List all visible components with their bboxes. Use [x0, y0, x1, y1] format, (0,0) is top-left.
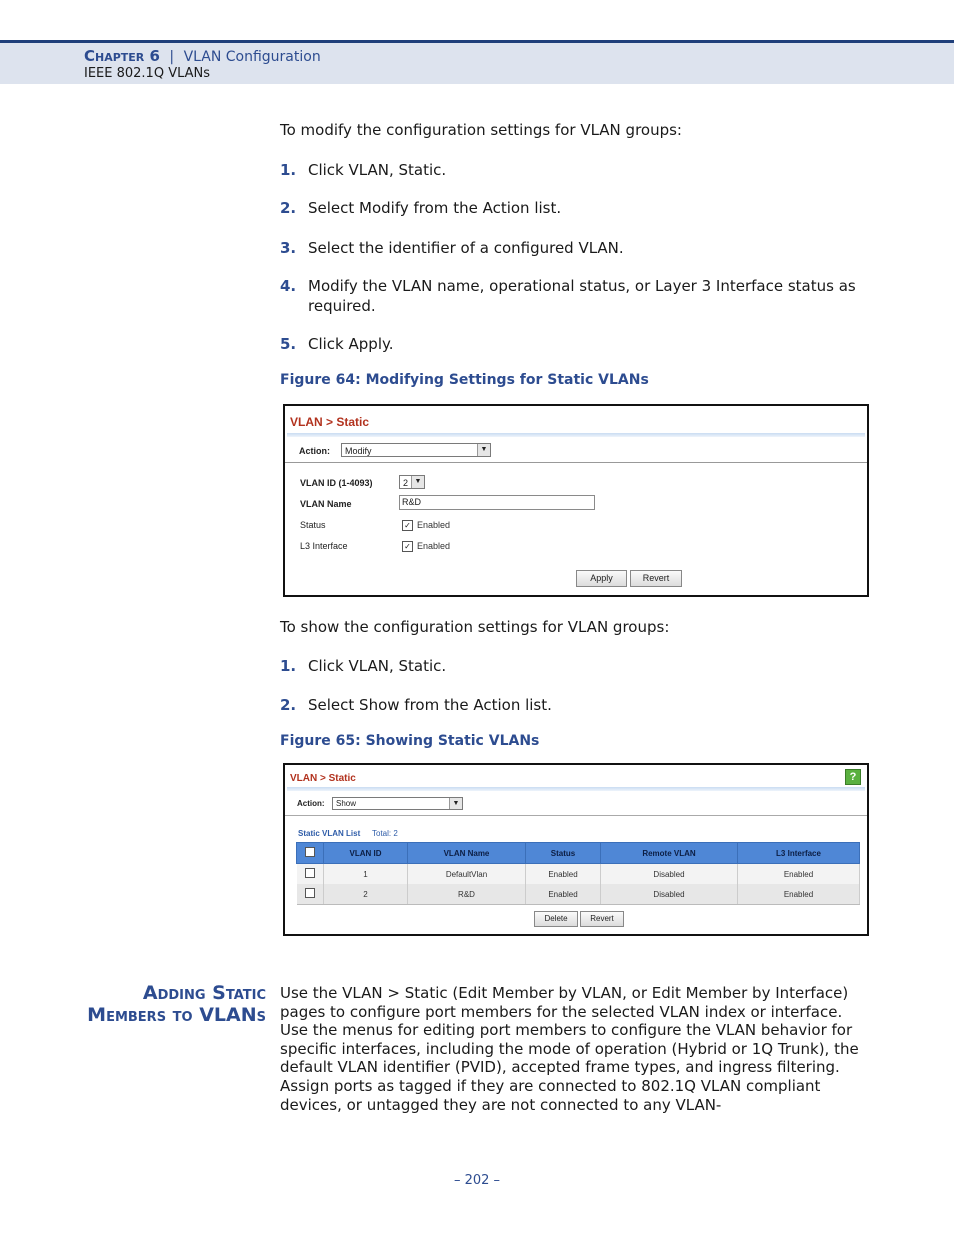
title-divider — [287, 433, 865, 437]
step-number: 2. — [280, 696, 297, 714]
revert-button[interactable]: Revert — [580, 911, 624, 927]
action-label: Action: — [299, 446, 330, 456]
chapter-title: VLAN Configuration — [183, 49, 321, 65]
vlan-name-cell: DefaultVlan — [408, 864, 526, 885]
step-text: Select Modify from the Action list. — [308, 199, 562, 217]
row-checkbox[interactable] — [305, 888, 315, 898]
section-heading — [87, 982, 266, 1026]
title-divider — [287, 787, 865, 791]
vlan-id-cell: 1 — [324, 864, 408, 885]
chapter-line — [84, 47, 321, 65]
figure-64-caption: Figure 64: Modifying Settings for Static VLANs — [280, 372, 649, 388]
remote-vlan-cell: Disabled — [601, 864, 738, 885]
static-vlan-table — [296, 842, 860, 905]
l3-interface-label: L3 Interface — [300, 541, 348, 551]
row-checkbox[interactable] — [305, 868, 315, 878]
step-text: Click VLAN, Static. — [308, 657, 447, 675]
vlan-name-input[interactable]: R&D — [399, 495, 595, 510]
chevron-down-icon: ▼ — [477, 444, 490, 456]
step-number: 1. — [280, 657, 297, 675]
modify-step-2 — [280, 198, 870, 218]
status-cell: Enabled — [526, 884, 601, 905]
modify-step-5 — [280, 334, 870, 354]
action-select-value: Show — [336, 799, 357, 808]
column-header-remote-vlan: Remote VLAN — [601, 843, 738, 864]
chevron-down-icon: ▼ — [411, 476, 424, 488]
show-step-2 — [280, 695, 870, 715]
chapter-label: Chapter 6 — [84, 47, 160, 65]
column-header-status: Status — [526, 843, 601, 864]
column-header-l3-interface: L3 Interface — [738, 843, 860, 864]
modify-step-1 — [280, 160, 870, 180]
remote-vlan-cell: Disabled — [601, 884, 738, 905]
modify-step-4 — [280, 276, 870, 316]
action-select[interactable] — [332, 797, 463, 810]
section-heading-line-1: Adding Static — [142, 982, 266, 1004]
show-vlan-screenshot — [283, 763, 869, 936]
vlan-name-cell: R&D — [408, 884, 526, 905]
table-row — [297, 884, 860, 905]
status-cell: Enabled — [526, 864, 601, 885]
select-all-checkbox[interactable] — [305, 847, 315, 857]
page-number: – 202 – — [453, 1173, 501, 1188]
l3-interface-checkbox-label: Enabled — [417, 541, 451, 551]
modify-step-3 — [280, 238, 870, 258]
step-text: Modify the VLAN name, operational status, or Layer 3 Interface status as required. — [308, 277, 856, 315]
table-row — [297, 864, 860, 885]
vlan-id-label: VLAN ID (1-4093) — [300, 478, 373, 488]
section-subtitle: IEEE 802.1Q VLANs — [84, 66, 211, 81]
step-number: 1. — [280, 161, 297, 179]
row-select-cell — [297, 864, 324, 885]
vlan-name-label: VLAN Name — [300, 499, 352, 509]
delete-button[interactable]: Delete — [534, 911, 578, 927]
figure-65-caption: Figure 65: Showing Static VLANs — [280, 733, 540, 749]
form-divider — [285, 815, 867, 816]
action-select-value: Modify — [345, 446, 372, 456]
l3-interface-cell: Enabled — [738, 884, 860, 905]
column-header-vlan-name: VLAN Name — [408, 843, 526, 864]
show-intro: To show the configuration settings for VLAN groups: — [280, 618, 670, 636]
revert-button[interactable]: Revert — [630, 570, 682, 587]
l3-interface-checkbox[interactable]: ✓ — [402, 541, 413, 552]
status-checkbox-label: Enabled — [417, 520, 451, 530]
vlan-id-cell: 2 — [324, 884, 408, 905]
step-number: 5. — [280, 335, 297, 353]
vlan-id-select[interactable] — [399, 475, 425, 489]
step-number: 2. — [280, 199, 297, 217]
show-step-1 — [280, 656, 870, 676]
step-text: Select Show from the Action list. — [308, 696, 552, 714]
running-header — [0, 40, 954, 84]
modify-intro: To modify the configuration settings for VLAN groups: — [280, 121, 682, 139]
step-number: 3. — [280, 239, 297, 257]
column-header-vlan-id: VLAN ID — [324, 843, 408, 864]
l3-interface-cell: Enabled — [738, 864, 860, 885]
chevron-down-icon: ▼ — [449, 798, 462, 809]
help-icon[interactable] — [845, 769, 861, 785]
static-vlan-list-total: Total: 2 — [372, 829, 398, 838]
breadcrumb: VLAN > Static — [290, 773, 356, 784]
step-text: Select the identifier of a configured VLAN. — [308, 239, 624, 257]
section-body: Use the VLAN > Static (Edit Member by VLAN, or Edit Member by Interface) pages to configure port members for the selected VLAN index or interface. Use the menus for editing port members to configure the VLAN behavior for specific interfaces, including the mode of operation (Hybrid or 1Q Trunk), the default VLAN identifier (PVID), accepted frame types, and ingress filtering. Assign ports as tagged if they are connected to 802.1Q VLAN compliant devices, or untagged they are not connected to any VLAN- — [280, 984, 859, 1114]
select-all-cell — [297, 843, 324, 864]
status-checkbox[interactable]: ✓ — [402, 520, 413, 531]
form-divider — [285, 462, 867, 463]
breadcrumb: VLAN > Static — [290, 415, 370, 429]
help-glyph: ? — [849, 771, 857, 783]
table-header-row — [297, 843, 860, 864]
apply-button[interactable]: Apply — [576, 570, 627, 587]
static-vlan-list-title: Static VLAN List — [298, 829, 361, 838]
header-separator: | — [169, 49, 175, 65]
row-select-cell — [297, 884, 324, 905]
action-label: Action: — [297, 799, 325, 808]
action-select[interactable] — [341, 443, 491, 457]
step-text: Click VLAN, Static. — [308, 161, 447, 179]
section-heading-line-2: Members to VLANs — [87, 1004, 266, 1026]
vlan-id-value: 2 — [403, 478, 409, 488]
step-text: Click Apply. — [308, 335, 394, 353]
status-label: Status — [300, 520, 326, 530]
modify-vlan-screenshot — [283, 404, 869, 597]
step-number: 4. — [280, 277, 297, 295]
